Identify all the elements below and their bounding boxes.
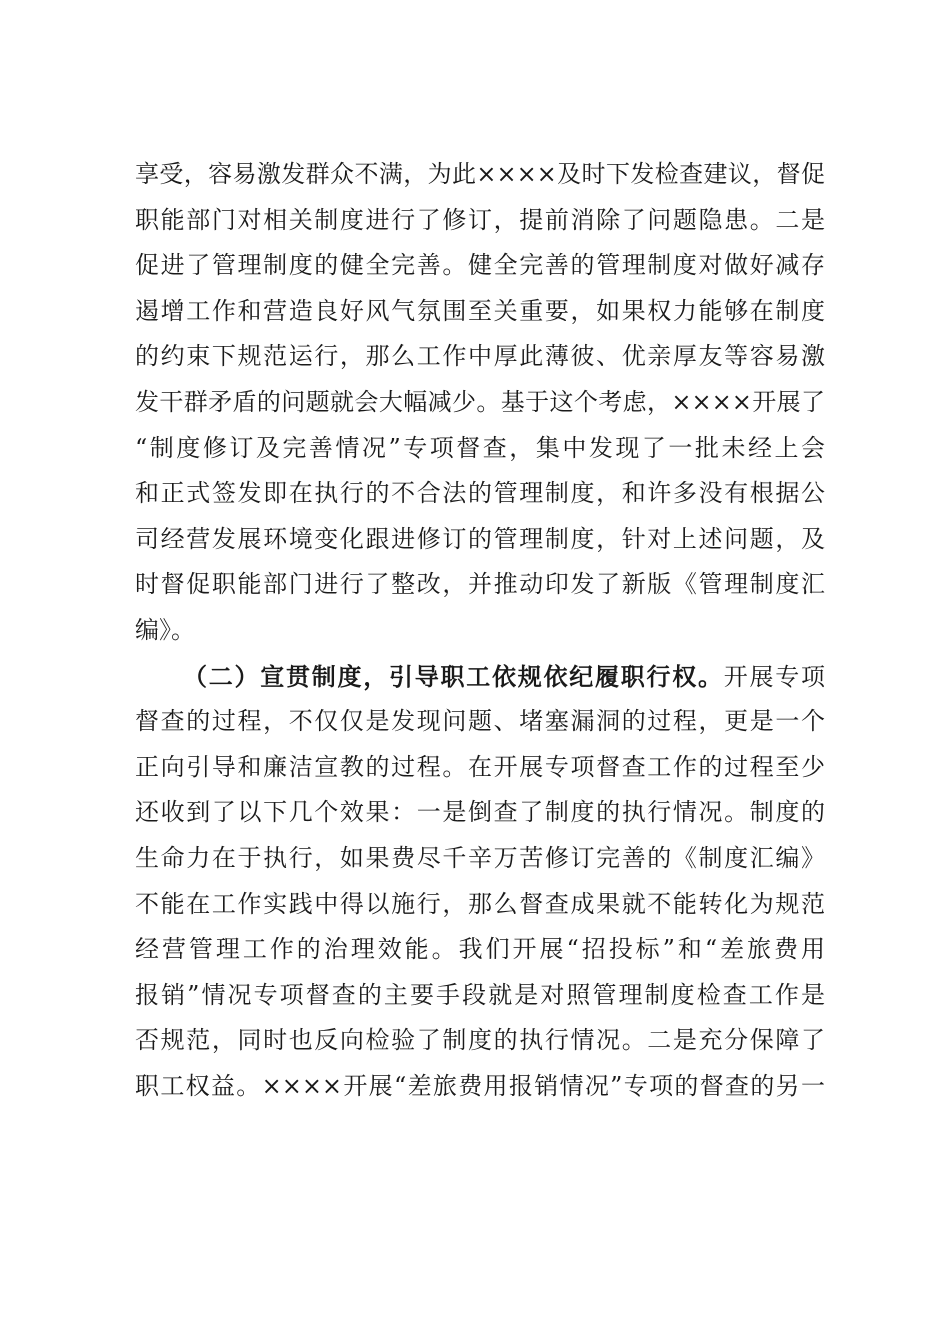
paragraph-line: 促进了管理制度的健全完善。健全完善的管理制度对做好减存 <box>135 251 825 280</box>
paragraph-line: 正向引导和廉洁宣教的过程。在开展专项督查工作的过程至少 <box>135 752 825 781</box>
paragraph-line: 还收到了以下几个效果：一是倒查了制度的执行情况。制度的 <box>135 798 825 827</box>
paragraph-line: 报销”情况专项督查的主要手段就是对照管理制度检查工作是 <box>135 980 825 1009</box>
paragraph-line: 否规范，同时也反向检验了制度的执行情况。二是充分保障了 <box>135 1026 825 1055</box>
paragraph-line: 司经营发展环境变化跟进修订的管理制度，针对上述问题，及 <box>135 524 825 553</box>
paragraph-line: 不能在工作实践中得以施行，那么督查成果就不能转化为规范 <box>135 889 825 918</box>
section-heading: （二）宣贯制度，引导职工依规依纪履职行权。 <box>183 661 724 691</box>
paragraph-line: “制度修订及完善情况”专项督查，集中发现了一批未经上会 <box>135 433 825 462</box>
paragraph-line: 职能部门对相关制度进行了修订，提前消除了问题隐患。二是 <box>135 205 825 234</box>
paragraph-line: 时督促职能部门进行了整改，并推动印发了新版《管理制度汇 <box>135 570 825 599</box>
paragraph-line: 生命力在于执行，如果费尽千辛万苦修订完善的《制度汇编》 <box>135 843 825 872</box>
paragraph-line: 享受，容易激发群众不满，为此××××及时下发检查建议，督促 <box>135 160 825 188</box>
paragraph-line: 经营管理工作的治理效能。我们开展“招投标”和“差旅费用 <box>135 935 825 964</box>
paragraph-line: 遏增工作和营造良好风气氛围至关重要，如果权力能够在制度 <box>135 296 825 325</box>
paragraph-line: 发干群矛盾的问题就会大幅减少。基于这个考虑，××××开展了 <box>135 387 825 416</box>
body-text <box>135 152 825 1109</box>
paragraph-line: 和正式签发即在执行的不合法的管理制度，和许多没有根据公 <box>135 479 825 508</box>
paragraph-line: 的约束下规范运行，那么工作中厚此薄彼、优亲厚友等容易激 <box>135 342 825 371</box>
paragraph-line: 督查的过程，不仅仅是发现问题、堵塞漏洞的过程，更是一个 <box>135 707 825 736</box>
paragraph-line: 编》。 <box>135 615 195 644</box>
section-heading-line <box>135 654 825 700</box>
paragraph-line: 职工权益。××××开展“差旅费用报销情况”专项的督查的另一 <box>135 1071 825 1100</box>
section-heading-rest: 开展专项 <box>723 662 825 691</box>
